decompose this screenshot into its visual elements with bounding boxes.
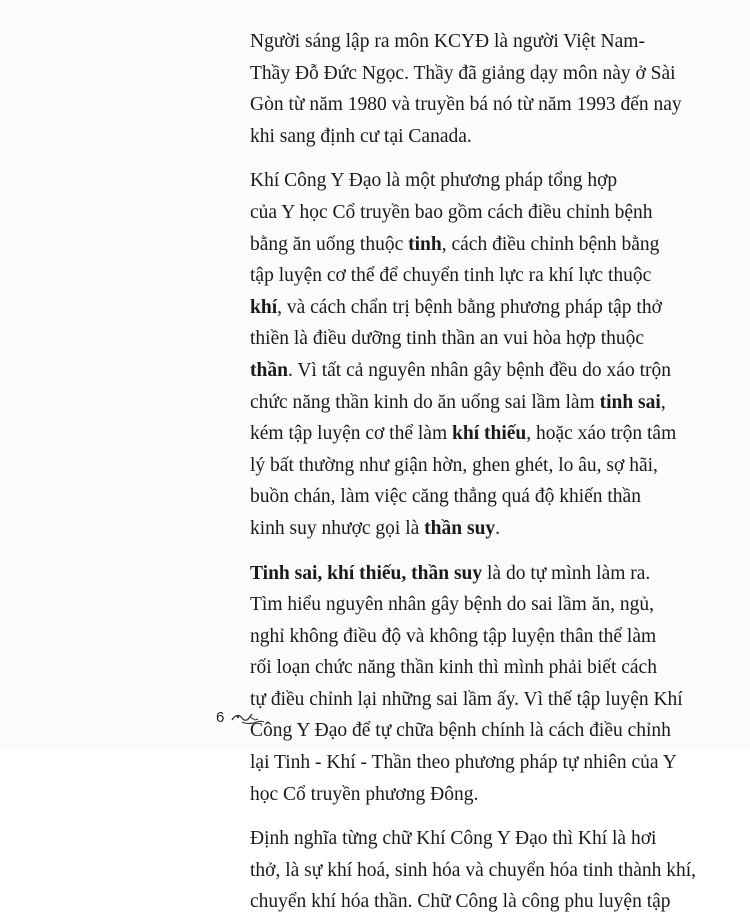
text-line (217, 481, 641, 513)
paragraph (217, 558, 683, 811)
text-run: Công Y Đạo để tự chữa bệnh chính là cách điều chỉnh (250, 720, 671, 742)
text-line (217, 165, 618, 197)
page-footer (216, 708, 266, 726)
text-line (217, 260, 652, 292)
bold-term: khí thiếu (452, 423, 527, 445)
bold-term: thần (250, 359, 288, 381)
paragraph (217, 165, 677, 544)
text-line (217, 652, 657, 684)
drawing-hand-icon (230, 708, 266, 726)
text-run: , và cách chẩn trị bệnh bằng phương pháp tập thở (277, 296, 662, 318)
bold-term: thần suy (424, 517, 496, 539)
text-line (217, 715, 671, 747)
text-run: chuyển khí hóa thần. Chữ Công là công phu luyện tập (250, 891, 671, 913)
text-run: tập luyện cơ thể để chuyển tinh lực ra khí lực thuộc (250, 265, 652, 287)
text-run: kinh suy nhược gọi là (250, 517, 425, 539)
text-line (217, 684, 683, 716)
text-run: , hoặc xáo trộn tâm (526, 423, 677, 445)
text-run: Tìm hiểu nguyên nhân gây bệnh do sai lầm ăn, ngủ, (250, 594, 654, 616)
bold-term: Tinh sai, khí thiếu, thần suy (250, 562, 483, 584)
text-run: rối loạn chức năng thần kinh thì mình phải biết cách (250, 657, 657, 679)
paragraph (217, 823, 697, 918)
text-line (217, 621, 657, 653)
text-line (217, 355, 671, 387)
text-line (217, 513, 597, 545)
text-line (217, 450, 658, 482)
text-run: Thầy Đỗ Đức Ngọc. Thầy đã giảng dạy môn này ở Sài (250, 62, 676, 84)
text-run: bằng ăn uống thuộc (250, 233, 409, 255)
text-line (217, 323, 645, 355)
text-run: học Cổ truyền phương Đông. (250, 783, 479, 805)
text-line (217, 779, 597, 811)
text-run: , (660, 391, 666, 413)
page-number: 6 (216, 708, 225, 726)
text-line (217, 26, 645, 58)
text-line (217, 229, 660, 261)
text-line (217, 197, 653, 229)
text-run: tự điều chỉnh lại những sai lầm ấy. Vì thế tập luyện Khí (250, 688, 683, 710)
text-run: khi sang định cư tại Canada. (250, 125, 472, 147)
text-run: lại Tinh - Khí - Thần theo phương pháp tự nhiên của Y (250, 752, 677, 774)
text-run: nghỉ không điều độ và không tập luyện thân thể làm (250, 625, 657, 647)
text-line (217, 558, 651, 590)
text-run: buồn chán, làm việc căng thẳng quá độ khiến thần (250, 486, 641, 508)
text-line (217, 747, 677, 779)
text-line (217, 292, 662, 324)
bold-term: tinh sai (599, 391, 661, 413)
text-line (217, 855, 697, 887)
text-run: thở, là sự khí hoá, sinh hóa và chuyển hóa tinh thành khí, (250, 859, 697, 881)
text-run: Định nghĩa từng chữ Khí Công Y Đạo thì Khí là hơi (250, 828, 657, 850)
body-text (217, 26, 697, 918)
text-run: , cách điều chỉnh bệnh bằng (441, 233, 660, 255)
text-line (217, 418, 677, 450)
text-run: Người sáng lập ra môn KCYĐ là người Việt Nam- (250, 31, 645, 52)
text-run: của Y học Cổ truyền bao gồm cách điều chỉnh bệnh (250, 201, 653, 223)
text-run: kém tập luyện cơ thể làm (250, 423, 452, 445)
text-run: thiền là điều dưỡng tinh thần an vui hòa hợp thuộc (250, 328, 645, 350)
text-line (217, 886, 671, 918)
text-run: chức năng thần kinh do ăn uống sai lầm làm (250, 391, 600, 413)
text-line (217, 823, 657, 855)
text-run: . Vì tất cả nguyên nhân gây bệnh đều do xáo trộn (287, 359, 671, 381)
text-line (217, 89, 682, 121)
bold-term: khí (250, 296, 278, 318)
text-run: lý bất thường như giận hờn, ghen ghét, lo âu, sợ hãi, (250, 454, 658, 476)
paragraph (217, 26, 682, 152)
text-line (217, 58, 676, 90)
text-run: Khí Công Y Đạo là một phương pháp tổng hợp (250, 170, 618, 192)
bold-term: tinh (408, 233, 442, 255)
text-line (217, 589, 654, 621)
text-line (217, 121, 597, 153)
text-run: là do tự mình làm ra. (482, 562, 651, 584)
text-run: Gòn từ năm 1980 và truyền bá nó từ năm 1993 đến nay (250, 94, 682, 116)
text-line (217, 387, 666, 419)
text-run: . (495, 517, 501, 539)
